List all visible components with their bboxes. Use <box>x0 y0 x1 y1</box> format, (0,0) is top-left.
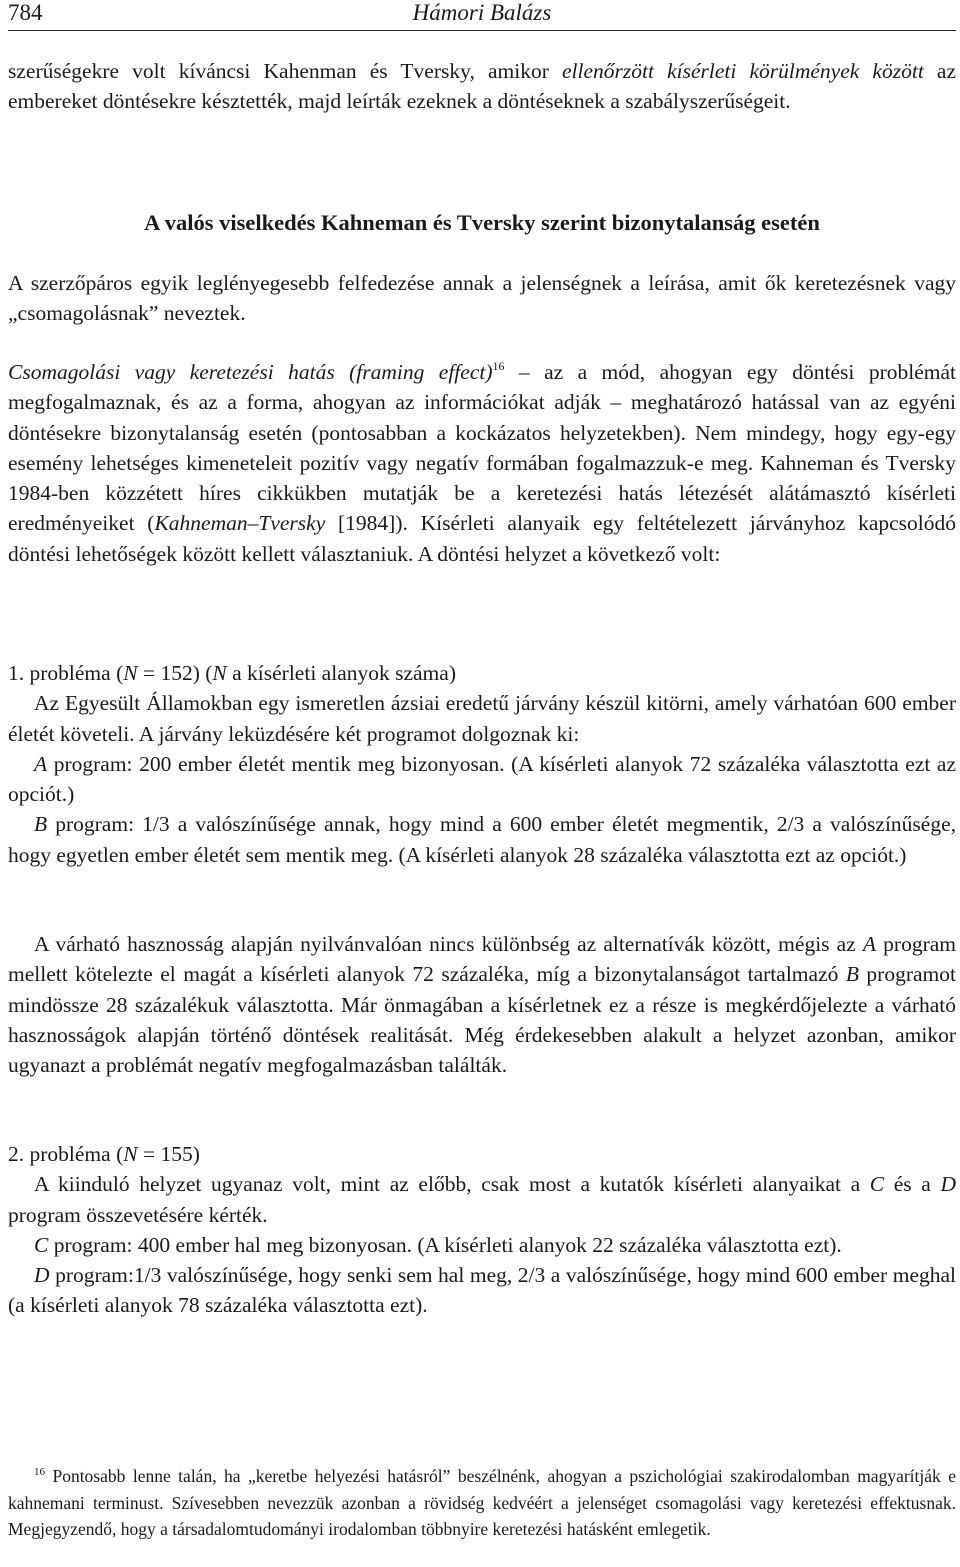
problem-2-s2: és a <box>884 1172 941 1197</box>
effect-text-1: – az a mód, ahogyan egy döntési problémát megfogalmaznak, és az a forma, ahogyan az információkat adják – meghatározó hatással van az egyéni döntésekre bizonytalanság esetén (pontosabban a kockázatos helyzetekben). Nem mindegy, hogy egy-egy esemény lehetséges kimeneteleit pozitív vagy negatív formában fogalmazzuk-e meg. Kahneman és Tversky 1984-ben közzétett híres cikkükben mutatják be a keretezési hatás létezését alátámasztó kísérleti eredményeiket ( <box>8 360 956 536</box>
program-d <box>8 1260 956 1321</box>
framing-paragraph <box>8 268 956 329</box>
problem-2-s1: A kiinduló helyzet ugyanaz volt, mint az előbb, csak most a kutatók kísérleti alanyaikat a <box>34 1172 870 1197</box>
analysis-a: A <box>862 932 877 956</box>
problem-1-h1: 1. probléma ( <box>8 661 124 685</box>
problem-1-h2: = 152) ( <box>137 661 213 685</box>
effect-text-2: [1984]). Kísérleti alanyaik egy feltételezett járványhoz kapcsolódó döntési lehetőségek között kellett választaniuk. A döntési helyzet a következő volt: <box>8 511 957 566</box>
section-heading <box>8 208 956 238</box>
program-c <box>8 1230 956 1260</box>
program-b <box>8 809 956 870</box>
problem-2-h1: 2. probléma ( <box>8 1142 124 1166</box>
program-a <box>8 749 956 810</box>
intro-text-2: az embereket döntésekre késztették, majd leírták ezeknek a döntéseknek a szabályszerűségeit. <box>8 59 957 114</box>
page <box>8 0 957 1539</box>
problem-1-n2: N <box>212 661 227 685</box>
problem-1-n: N <box>123 661 138 685</box>
intro-emphasis: ellenőrzött kísérleti körülmények között <box>562 59 924 83</box>
framing-effect-term: Csomagolási vagy keretezési hatás (framing effect) <box>8 360 493 384</box>
citation: Kahneman–Tversky <box>154 511 326 536</box>
framing-text: A szerzőpáros egyik leglényegesebb felfedezése annak a jelenségnek a leírása, amit ők keretezésnek vagy „csomagolásnak” neveztek. <box>8 271 956 326</box>
running-title: Hámori Balázs <box>412 0 552 25</box>
problem-1-heading <box>8 658 956 688</box>
intro-paragraph <box>8 56 956 117</box>
footnote-text: Pontosabb lenne talán, ha „keretbe helyezési hatásról” beszélnénk, ahogyan a pszichológiai szakirodalomban magyarítják e kahnemani terminust. Szívesebben nevezzük azonban a rövidség kedvéért a jelenséget csomagolási vagy keretezési effektusnak. Megjegyzendő, hogy a társadalomtudományi irodalomban többnyire keretezési hatásként emlegetik. <box>8 1466 956 1539</box>
footnote <box>8 1463 956 1543</box>
program-c-letter: C <box>34 1232 49 1257</box>
problem-2-n: N <box>123 1142 138 1166</box>
program-a-text: program: 200 ember életét mentik meg bizonyosan. (A kísérleti alanyok 72 százaléka választotta ezt az opciót.) <box>8 751 956 807</box>
problem-1-scenario: Az Egyesült Államokban egy ismeretlen ázsiai eredetű járvány készül kitörni, amely várhatóan 600 ember életét követeli. A járvány leküzdésére két programot dolgoznak ki: <box>8 691 956 746</box>
running-header <box>8 0 956 31</box>
footnote-ref[interactable]: 16 <box>492 359 505 373</box>
page-number: 784 <box>8 0 43 25</box>
program-d-letter: D <box>34 1263 50 1288</box>
analysis-text-3: programot mindössze 28 százalékuk választotta. Már önmagában a kísérletnek ez a része is megkérdőjelezte a várható hasznosságok alapján történő döntések realitását. Még érdekesebben alakult a helyzet azonban, amikor ugyanazt a problémát negatív megfogalmazásban találták. <box>8 962 956 1078</box>
intro-text-1: szerűségekre volt kíváncsi Kahenman és Tversky, amikor <box>8 59 562 83</box>
problem-2-scenario <box>8 1169 956 1230</box>
program-b-letter: B <box>34 812 48 837</box>
program-a-letter: A <box>34 751 48 776</box>
analysis-text-2: program mellett kötelezte el magát a kísérleti alanyok 72 százaléka, míg a bizonytalanságot tartalmazó <box>8 932 956 987</box>
program-c-text: program: 400 ember hal meg bizonyosan. (A kísérleti alanyok 22 százaléka választotta ezt). <box>48 1232 842 1257</box>
footnote-number: 16 <box>34 1466 45 1478</box>
section-title: A valós viselkedés Kahneman és Tversky szerint bizonytalanság esetén <box>144 210 820 235</box>
problem-2-d: D <box>940 1172 957 1197</box>
framing-effect-paragraph <box>8 357 956 569</box>
program-b-text: program: 1/3 a valószínűsége annak, hogy mind a 600 ember életét megmentik, 2/3 a valószínűsége, hogy egyetlen ember életét sem mentik meg. (A kísérleti alanyok 28 százaléka választotta ezt az opciót.) <box>8 812 956 867</box>
problem-2-h2: = 155) <box>137 1142 200 1166</box>
problem-2-c: C <box>869 1172 885 1197</box>
problem-1 <box>8 658 956 870</box>
analysis-b: B <box>845 962 859 987</box>
problem-2-heading <box>8 1139 956 1169</box>
problem-1-h3: a kísérleti alanyok száma) <box>226 661 456 685</box>
problem-2 <box>8 1139 956 1321</box>
problem-2-s3: program összevetésére kérték. <box>8 1202 268 1227</box>
program-d-text: program:1/3 valószínűsége, hogy senki sem hal meg, 2/3 a valószínűsége, hogy mind 600 ember meghal (a kísérleti alanyok 78 százaléka választotta ezt). <box>8 1263 956 1318</box>
analysis-text-1: A várható hasznosság alapján nyilvánvalóan nincs különbség az alternatívák között, mégis az <box>34 932 863 956</box>
analysis-paragraph <box>8 929 956 1080</box>
